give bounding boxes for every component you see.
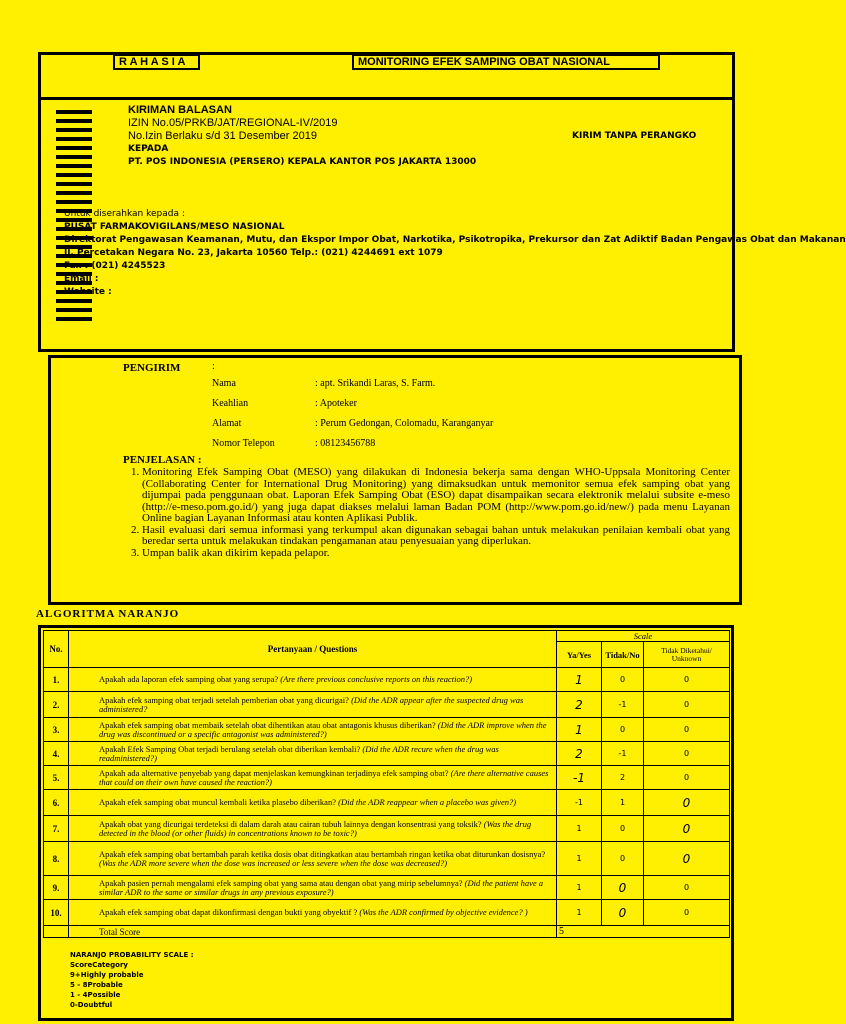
total-score-label: Total Score (69, 926, 557, 938)
score-unk[interactable] (644, 816, 730, 842)
kepada-label: KEPADA (128, 144, 169, 154)
col-header-yes: Ya/Yes (557, 642, 602, 668)
score-no[interactable] (602, 742, 644, 766)
naranjo-rows (44, 668, 730, 926)
field-label: Nama (212, 378, 236, 389)
pusat-farmakovigilans: PUSAT FARMAKOVIGILANS/MESO NASIONAL (64, 222, 285, 232)
score-yes[interactable] (557, 742, 602, 766)
score-value: -1 (618, 749, 627, 758)
score-no[interactable] (602, 718, 644, 742)
score-value: 1 (576, 883, 582, 892)
naranjo-row (44, 900, 730, 926)
question-en: (Did the ADR appear after the suspected drug was administered? (99, 694, 524, 714)
score-value: -1 (573, 770, 585, 785)
col-header-no: No. (44, 631, 69, 668)
score-no[interactable] (602, 668, 644, 692)
direktorat-text: Direktorat Pengawasan Keamanan, Mutu, dan Ekspor Impor Obat, Narkotika, Psikotropika, Prekursor dan Zat Adiktif Badan Pengawas Obat dan Makanan (64, 235, 846, 245)
explanation-item: 3. Umpan balik akan dikirim kepada pelapor. (142, 548, 730, 560)
scale-item: 9+Highly probable (70, 971, 144, 979)
score-yes[interactable] (557, 790, 602, 816)
question-id: Apakah efek samping obat dapat dikonfirmasi dengan bukti yang obyektif ? (99, 907, 358, 917)
score-value: 0 (682, 821, 691, 836)
row-question (69, 742, 557, 766)
scale-item: 5 - 8Probable (70, 981, 123, 989)
row-question (69, 816, 557, 842)
col-header-unknown: Tidak Diketahui/ Unknown (644, 642, 730, 668)
question-en: (Was the ADR more severe when the dose was increased or less severe when the dose was decreased?) (99, 857, 448, 868)
kiriman-balasan: KIRIMAN BALASAN (128, 104, 232, 116)
score-unk[interactable] (644, 692, 730, 718)
naranjo-row (44, 876, 730, 900)
question-en: (Did the ADR reappear when a placebo was given?) (338, 797, 517, 807)
score-value: 2 (575, 746, 583, 761)
score-no[interactable] (602, 842, 644, 876)
total-blank (44, 926, 69, 938)
recipient-fax: Fax : (021) 4245523 (64, 261, 166, 271)
score-yes[interactable] (557, 876, 602, 900)
row-number: 10. (44, 900, 69, 926)
score-no[interactable] (602, 766, 644, 790)
row-number: 6. (44, 790, 69, 816)
score-unk[interactable] (644, 842, 730, 876)
score-yes[interactable] (557, 900, 602, 926)
score-unk[interactable] (644, 790, 730, 816)
form-title: MONITORING EFEK SAMPING OBAT NASIONAL (352, 54, 660, 70)
score-value: 1 (619, 798, 626, 807)
question-en: (Did the patient have a similar ADR to the same or similar drugs in any previous exposure?) (99, 877, 543, 897)
row-question (69, 876, 557, 900)
penjelasan-label: PENJELASAN : (123, 454, 202, 466)
pengirim-colon: : (212, 361, 215, 372)
field-value: : 08123456788 (315, 438, 376, 449)
row-number: 7. (44, 816, 69, 842)
row-number: 8. (44, 842, 69, 876)
field-label: Nomor Telepon (212, 438, 275, 449)
row-number: 1. (44, 668, 69, 692)
recipient-website: Website : (64, 287, 112, 297)
score-value: 1 (576, 824, 582, 833)
field-value: : apt. Srikandi Laras, S. Farm. (315, 378, 436, 389)
naranjo-row (44, 766, 730, 790)
score-no[interactable] (602, 816, 644, 842)
score-no[interactable] (602, 876, 644, 900)
score-unk[interactable] (644, 900, 730, 926)
naranjo-row (44, 842, 730, 876)
total-score-value: 5 (557, 926, 730, 938)
row-number: 5. (44, 766, 69, 790)
score-value: 0 (683, 700, 690, 709)
score-value: 1 (575, 672, 583, 687)
score-value: 1 (575, 722, 583, 737)
score-value: 0 (683, 908, 690, 917)
question-en: (Was the ADR confirmed by objective evidence? ) (359, 907, 528, 917)
score-yes[interactable] (557, 668, 602, 692)
row-question (69, 842, 557, 876)
col-header-no-answer: Tidak/No (602, 642, 644, 668)
izin-number: IZIN No.05/PRKB/JAT/REGIONAL-IV/2019 (128, 117, 338, 129)
naranjo-row (44, 816, 730, 842)
score-yes[interactable] (557, 842, 602, 876)
explanation-item: 2. Hasil evaluasi dari semua informasi yang terkumpul akan digunakan sebagai bahan untuk melakukan penilaian kembali obat yang beredar serta untuk melakukan tindakan pengamanan atau penyesuaian yang diperlukan. (142, 525, 730, 548)
question-en: (Was the drug detected in the blood (or other fluids) in concentrations known to be toxic?) (99, 818, 532, 838)
row-question (69, 790, 557, 816)
row-number: 9. (44, 876, 69, 900)
naranjo-row (44, 790, 730, 816)
score-value: 0 (619, 854, 626, 863)
score-value: 0 (619, 824, 626, 833)
score-no[interactable] (602, 900, 644, 926)
naranjo-row (44, 668, 730, 692)
izin-validity: No.Izin Berlaku s/d 31 Desember 2019 (128, 130, 317, 142)
question-id: Apakah efek samping obat membaik setelah obat dihentikan atau obat antagonis khusus diberikan? (99, 719, 436, 730)
row-number: 2. (44, 692, 69, 718)
score-value: -1 (575, 798, 583, 807)
score-yes[interactable] (557, 766, 602, 790)
recipient-email: Email : (64, 274, 99, 284)
score-value: 0 (682, 795, 691, 810)
pos-indonesia-address: PT. POS INDONESIA (PERSERO) KEPALA KANTOR POS JAKARTA 13000 (128, 157, 477, 167)
row-question (69, 692, 557, 718)
naranjo-row (44, 692, 730, 718)
question-id: Apakah efek samping obat bertambah parah ketika dosis obat ditingkatkan atau bertambah ringan ketika obat diturunkan dosisnya? (99, 848, 546, 859)
score-value: 0 (619, 725, 626, 734)
question-id: Apakah obat yang dicurigai terdeteksi di dalam darah atau cairan tubuh lainnya dengan konsentrasi yang toksik? (99, 818, 482, 829)
question-en: (Did the ADR recure when the drug was readministered?) (99, 743, 499, 763)
row-number: 3. (44, 718, 69, 742)
naranjo-table (43, 630, 730, 938)
probability-scale (70, 950, 194, 1010)
question-id: Apakah pasien pernah mengalami efek samping obat yang sama atau dengan obat yang mirip sebelumnya? (99, 877, 463, 888)
recipient-address: Jl. Percetakan Negara No. 23, Jakarta 10560 Telp.: (021) 4244691 ext 1079 (64, 248, 443, 258)
untuk-diserahkan: Untuk diserahkan kepada : (64, 209, 185, 219)
question-en: (Are there previous conclusive reports on this reaction?) (280, 674, 473, 684)
question-en: (Are there alternative causes that could on their own have caused the reaction?) (99, 767, 549, 787)
field-label: Keahlian (212, 398, 249, 409)
field-value: : Apoteker (315, 398, 357, 409)
score-unk[interactable] (644, 766, 730, 790)
naranjo-row (44, 742, 730, 766)
question-id: Apakah efek samping obat muncul kembali ketika plasebo diberikan? (99, 797, 336, 807)
col-header-scale: Scale (557, 631, 730, 642)
scale-item: 0-Doubtful (70, 1001, 113, 1009)
score-value: 0 (683, 883, 690, 892)
score-value: 0 (683, 749, 690, 758)
question-id: Apakah efek samping obat terjadi setelah pemberian obat yang dicurigai? (99, 694, 349, 705)
col-header-question: Pertanyaan / Questions (69, 631, 557, 668)
scale-item: ScoreCategory (70, 961, 128, 969)
question-id: Apakah ada laporan efek samping obat yang serupa? (99, 674, 279, 684)
row-question (69, 718, 557, 742)
score-value: 0 (618, 905, 627, 920)
score-unk[interactable] (644, 718, 730, 742)
scale-item: 1 - 4Possible (70, 991, 121, 999)
kirim-tanpa-perangko: KIRIM TANPA PERANGKO (572, 131, 697, 141)
question-en: (Did the ADR improve when the drug was discontinued or a specific antagonist was administered?) (99, 719, 547, 739)
pengirim-label: PENGIRIM (123, 362, 181, 374)
row-question (69, 766, 557, 790)
header-divider (38, 97, 735, 100)
score-value: 0 (683, 725, 690, 734)
score-no[interactable] (602, 790, 644, 816)
explanation-item: 1. Monitoring Efek Samping Obat (MESO) yang dilakukan di Indonesia bekerja sama dengan WHO-Uppsala Monitoring Center (Collaborating Center for International Drug Monitoring) yang dimaksudkan untuk memonitor semua efek samping obat yang dijumpai pada penggunaan obat. Laporan Efek Samping Obat (ESO) dapat disampaikan secara elektronik melalui subsite e-meso (http://e-meso.pom.go.id/) yang juga dapat diakses melalui laman Badan POM (http://www.pom.go.id/new/) pada menu Layanan Online bagian Layanan Informasi atau konten Aplikasi Publik. (142, 467, 730, 525)
score-value: 1 (576, 854, 582, 863)
score-value: 2 (619, 773, 626, 782)
row-number: 4. (44, 742, 69, 766)
score-value: 0 (618, 880, 627, 895)
question-id: Apakah ada alternative penyebab yang dapat menjelaskan kemungkinan terjadinya efek samping obat? (99, 767, 449, 778)
score-yes[interactable] (557, 692, 602, 718)
score-value: 0 (682, 851, 691, 866)
row-question (69, 900, 557, 926)
question-id: Apakah Efek Samping Obat terjadi berulang setelah obat diberikan kembali? (99, 743, 361, 754)
recipient-block (64, 208, 846, 299)
field-value: : Perum Gedongan, Colomadu, Karanganyar (315, 418, 494, 429)
explanation-list (124, 467, 730, 559)
naranjo-row (44, 718, 730, 742)
field-label: Alamat (212, 418, 242, 429)
score-value: 0 (683, 675, 690, 684)
scale-title: NARANJO PROBABILITY SCALE : (70, 951, 194, 959)
score-value: 2 (575, 697, 583, 712)
score-value: -1 (618, 700, 627, 709)
rahasia-label: R A H A S I A (113, 54, 200, 70)
row-question (69, 668, 557, 692)
score-yes[interactable] (557, 718, 602, 742)
score-yes[interactable] (557, 816, 602, 842)
score-value: 0 (619, 675, 626, 684)
naranjo-title: ALGORITMA NARANJO (36, 608, 180, 620)
score-no[interactable] (602, 692, 644, 718)
score-unk[interactable] (644, 876, 730, 900)
score-value: 1 (576, 908, 582, 917)
score-unk[interactable] (644, 742, 730, 766)
score-unk[interactable] (644, 668, 730, 692)
score-value: 0 (683, 773, 690, 782)
